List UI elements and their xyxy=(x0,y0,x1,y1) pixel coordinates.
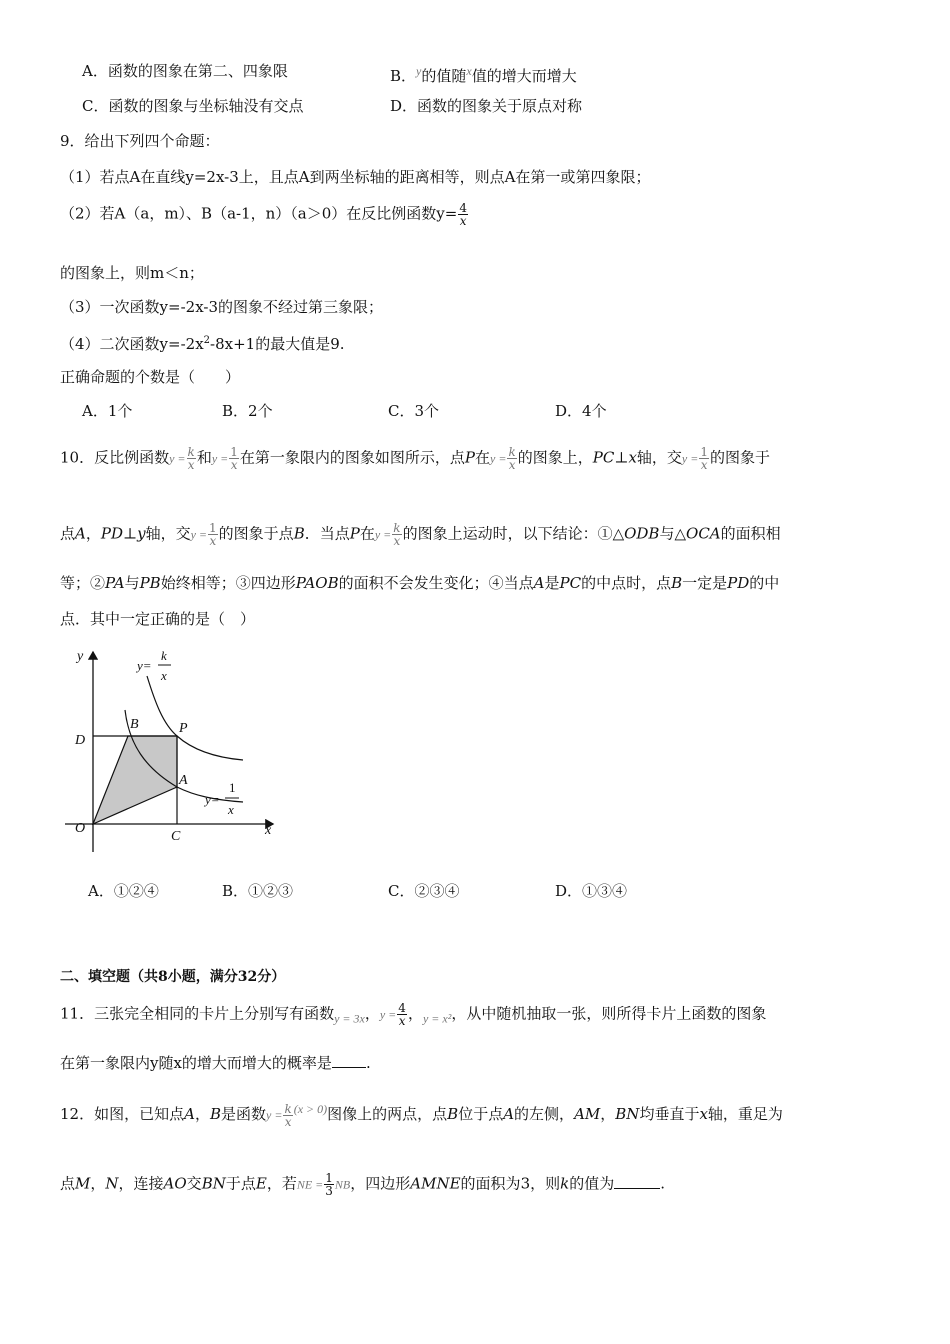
q12-l2b: ，连接 xyxy=(118,1174,164,1193)
q10-PD: PD xyxy=(727,574,750,592)
q10-l3e: 是 xyxy=(544,574,560,592)
q10-l2c: 轴，交 xyxy=(145,524,191,543)
q10-l3f: 的中点时，点 xyxy=(581,574,672,592)
q10-option-c: C．②③④ xyxy=(388,882,460,900)
q10-l3b: 与 xyxy=(124,574,140,592)
num: 4 xyxy=(398,1001,406,1015)
den: 3 xyxy=(325,1184,333,1198)
q8-option-b-mid: 的值随 xyxy=(421,67,467,85)
q11-f1: y = 3x xyxy=(334,1011,365,1026)
den: x xyxy=(284,1114,292,1129)
q10-l2h: 与△ xyxy=(659,524,687,543)
q10-l2e: ．当点 xyxy=(304,524,350,543)
num: k xyxy=(284,1101,292,1116)
label-A: A xyxy=(179,773,188,788)
q10-l3g: 一定是 xyxy=(682,574,728,592)
num: k xyxy=(187,445,195,459)
q12-BN: BN xyxy=(615,1105,640,1123)
num: k xyxy=(393,521,401,535)
q11-t2: ，从中随机抽取一张，则所得卡片上函数的图象 xyxy=(451,1004,767,1023)
q10-option-b: B．①②③ xyxy=(222,882,294,900)
q9-proposition-4 xyxy=(60,330,345,355)
q12-l2e: ，若 xyxy=(266,1174,297,1193)
den: x xyxy=(230,458,238,472)
label-y-axis: y xyxy=(77,649,84,664)
q9-p2-den: x xyxy=(459,214,467,228)
num: 1 xyxy=(209,521,217,535)
q12-AM: AM xyxy=(574,1105,601,1123)
q11-l2: 在第一象限内y随x的增大而增大的概率是 xyxy=(60,1054,332,1072)
q12-f-frac xyxy=(283,1103,292,1128)
q9-p4-sup: 2 xyxy=(203,335,211,346)
q12-AMNE: AMNE xyxy=(410,1174,461,1193)
q12-f-cond: (x > 0) xyxy=(293,1102,328,1116)
q8-option-b xyxy=(390,60,577,87)
q8-option-b-prefix: B． xyxy=(390,67,417,85)
q8-option-a: A．函数的图象在第二、四象限 xyxy=(82,62,288,80)
q10-OCA: OCA xyxy=(686,524,721,543)
q9-p2-text: （2）若A（a，m）、B（a-1，n）（a＞0）在反比例函数y= xyxy=(60,204,458,223)
q11-end: . xyxy=(365,1054,371,1072)
q11-f3: y = x² xyxy=(422,1011,452,1026)
q10-B: B xyxy=(671,574,683,592)
q12-line-2: 点M，N，连接AO交BN于点E，若NE = $\frac{1}{3}$ NB，四边形AMNE的面积为3，则k的值为 . xyxy=(60,1171,666,1198)
q11-t1: 11．三张完全相同的卡片上分别写有函数 xyxy=(60,1004,335,1023)
label-curve-k-den: x xyxy=(161,668,167,683)
q10-PA: PA xyxy=(105,574,125,592)
q12-answer-blank[interactable] xyxy=(614,1174,660,1189)
q12-l2d: 于点 xyxy=(225,1174,256,1193)
q9-option-a: A．1个 xyxy=(82,402,133,420)
q12-t4: 位于点 xyxy=(458,1105,504,1123)
q10-P: P xyxy=(464,448,476,467)
q10-option-d: D．①③④ xyxy=(555,882,628,900)
section-2-title: 二、填空题（共8小题，满分32分） xyxy=(60,969,286,985)
q11-f2-frac xyxy=(397,1002,407,1027)
q12-l2i: 的值为 xyxy=(569,1174,615,1193)
q12-t2: 是函数 xyxy=(220,1105,266,1123)
q12-A: A xyxy=(503,1105,515,1123)
num: k xyxy=(508,445,516,459)
label-C: C xyxy=(171,829,181,844)
q10-l3h: 的中 xyxy=(749,574,780,592)
q12-N: N xyxy=(105,1174,119,1193)
q11-answer-blank[interactable] xyxy=(332,1053,366,1068)
q9-p2-num: 4 xyxy=(459,201,467,215)
q10-line-1 xyxy=(60,446,770,471)
q10-yeq: y = xyxy=(681,451,699,466)
q10-frac-k xyxy=(187,446,196,471)
q12-end: . xyxy=(660,1174,666,1193)
q10-l2a: 点 xyxy=(60,524,76,543)
q10-P: P xyxy=(349,524,360,543)
q8-var-y: y xyxy=(416,64,422,78)
q12-t1: 12．如图，已知点 xyxy=(60,1105,185,1123)
den: x xyxy=(700,458,708,472)
q10-t7: 的图象于 xyxy=(710,448,771,467)
q10-A: A xyxy=(533,574,545,592)
q10-PB: PB xyxy=(139,574,161,592)
q12-l2f: ，四边形 xyxy=(350,1174,411,1193)
q12-ne-post: NB xyxy=(334,1177,351,1192)
q10-yeq: y = xyxy=(169,451,186,466)
den: x xyxy=(508,458,516,472)
q9-proposition-2 xyxy=(60,202,469,227)
q12-l2c: 交 xyxy=(186,1174,202,1193)
q9-proposition-2-cont: 的图象上，则m＜n； xyxy=(60,264,204,282)
q9-p2-fraction xyxy=(458,202,468,227)
q8-option-c: C．函数的图象与坐标轴没有交点 xyxy=(82,97,304,115)
q10-option-a: A．①②④ xyxy=(88,882,159,900)
q10-yeq: y = xyxy=(374,527,392,542)
q9-proposition-1: （1）若点A在直线y=2x-3上，且点A到两坐标轴的距离相等，则点A在第一或第四象限； xyxy=(60,168,651,186)
den: x xyxy=(398,1014,406,1028)
q8-option-b-post: 值的增大而增大 xyxy=(471,67,577,85)
q10-figure xyxy=(55,640,285,860)
label-curve-1: y= xyxy=(205,792,220,807)
q9-question: 正确命题的个数是（ ） xyxy=(60,368,241,386)
q10-l2d: 的图象于点 xyxy=(218,524,294,543)
q10-A: A xyxy=(75,524,86,543)
num: 1 xyxy=(700,445,708,459)
q12-ne-pre: NE = xyxy=(296,1177,324,1192)
q12-l2g: 的面积为 xyxy=(460,1174,521,1193)
den: x xyxy=(187,458,195,472)
den: x xyxy=(393,534,401,548)
q9-p4-post: -8x+1的最大值是9. xyxy=(210,335,345,353)
q12-B: B xyxy=(209,1105,221,1123)
q12-x: x xyxy=(699,1105,708,1123)
q9-stem: 9．给出下列四个命题： xyxy=(60,132,220,150)
q12-A: A xyxy=(184,1105,195,1123)
q11-line-2 xyxy=(60,1052,371,1074)
q10-l2g: 的图象上运动时，以下结论：①△ xyxy=(402,524,625,543)
q10-frac-1 xyxy=(229,446,239,471)
label-D: D xyxy=(75,733,86,748)
q12-E: E xyxy=(255,1174,267,1193)
q10-l3a: 等；② xyxy=(60,574,106,592)
q9-proposition-3: （3）一次函数y=-2x-3的图象不经过第三象限； xyxy=(60,298,384,316)
q10-line-3 xyxy=(60,572,779,594)
q10-B: B xyxy=(293,524,305,543)
q8-var-x: x xyxy=(466,64,472,78)
shaded-region-paob xyxy=(93,736,177,824)
q10-ODB: ODB xyxy=(624,524,660,543)
q12-l2h: ，则 xyxy=(530,1174,561,1193)
q8-option-d: D．函数的图象关于原点对称 xyxy=(390,97,583,115)
q10-PC: PC xyxy=(559,574,582,592)
q12-AO: AO xyxy=(163,1174,187,1193)
q10-frac-k xyxy=(507,446,516,471)
q11-comma: ， xyxy=(364,1004,380,1023)
q12-k: k xyxy=(560,1174,570,1193)
q12-BN: BN xyxy=(201,1174,226,1193)
q9-option-d: D．4个 xyxy=(555,402,607,420)
q10-t6: 轴，交 xyxy=(636,448,682,467)
q12-ne-frac xyxy=(324,1172,334,1197)
q10-l2b: ， xyxy=(85,524,101,543)
q10-t2: 和 xyxy=(196,448,212,467)
q10-yeq: y = xyxy=(190,527,208,542)
q9-p4-pre: （4）二次函数y=-2x xyxy=(60,335,204,353)
label-x-axis: x xyxy=(265,823,272,838)
q9-option-c: C．3个 xyxy=(388,402,440,420)
num: 1 xyxy=(230,445,238,459)
label-curve-k-num: k xyxy=(161,648,167,663)
q12-f-pre: y = xyxy=(266,1108,283,1122)
q12-M: M xyxy=(75,1174,91,1193)
label-O: O xyxy=(75,821,86,836)
q11-line-1 xyxy=(60,1002,766,1030)
q10-frac-k xyxy=(392,522,401,547)
q9-option-b: B．2个 xyxy=(222,402,273,420)
q10-l3c: 始终相等；③四边形 xyxy=(160,574,296,592)
q12-t7: 轴，重足为 xyxy=(707,1105,783,1123)
q10-yeq: y = xyxy=(490,451,507,466)
q10-line-4: 点．其中一定正确的是（ ） xyxy=(60,610,256,628)
label-curve-1-num: 1 xyxy=(229,780,236,795)
q12-t5: 的左侧， xyxy=(514,1105,575,1123)
q10-t4: 在 xyxy=(475,448,491,467)
q10-l3d: 的面积不会发生变化；④当点 xyxy=(338,574,534,592)
q10-PAOB: PAOB xyxy=(295,574,339,592)
q10-perp-y: PD⊥y xyxy=(100,524,146,543)
label-curve-1-den: x xyxy=(228,802,234,817)
q10-l2f: 在 xyxy=(359,524,375,543)
q10-perp-x: PC⊥x xyxy=(592,448,637,467)
q12-t6: 均垂直于 xyxy=(639,1105,700,1123)
q10-frac-1 xyxy=(208,522,218,547)
q12-three: 3 xyxy=(520,1174,531,1193)
q11-comma: ， xyxy=(407,1004,423,1023)
label-curve-k: y= xyxy=(137,658,152,673)
q10-frac-1 xyxy=(699,446,709,471)
q12-line-1: 12．如图，已知点A，B是函数y = $\frac{k}{x}$ $^{(x > 0)}$图像上的两点，点B位于点A的左侧，AM，BN均垂直于x轴，重足为 xyxy=(60,1101,783,1129)
num: 1 xyxy=(325,1171,333,1185)
q10-t1: 10．反比例函数 xyxy=(60,448,170,467)
q10-t5: 的图象上， xyxy=(517,448,593,467)
q12-l2a: 点 xyxy=(60,1174,76,1193)
q12-B: B xyxy=(447,1105,459,1123)
q10-l2i: 的面积相 xyxy=(720,524,781,543)
den: x xyxy=(209,534,217,548)
q10-yeq: y = xyxy=(211,451,229,466)
label-B: B xyxy=(130,717,139,732)
label-P: P xyxy=(179,721,188,736)
q11-f2-pre: y = xyxy=(379,1007,397,1022)
q10-line-2 xyxy=(60,522,781,547)
q12-t3: 图像上的两点，点 xyxy=(327,1105,448,1123)
q10-t3: 在第一象限内的图象如图所示，点 xyxy=(239,448,465,467)
